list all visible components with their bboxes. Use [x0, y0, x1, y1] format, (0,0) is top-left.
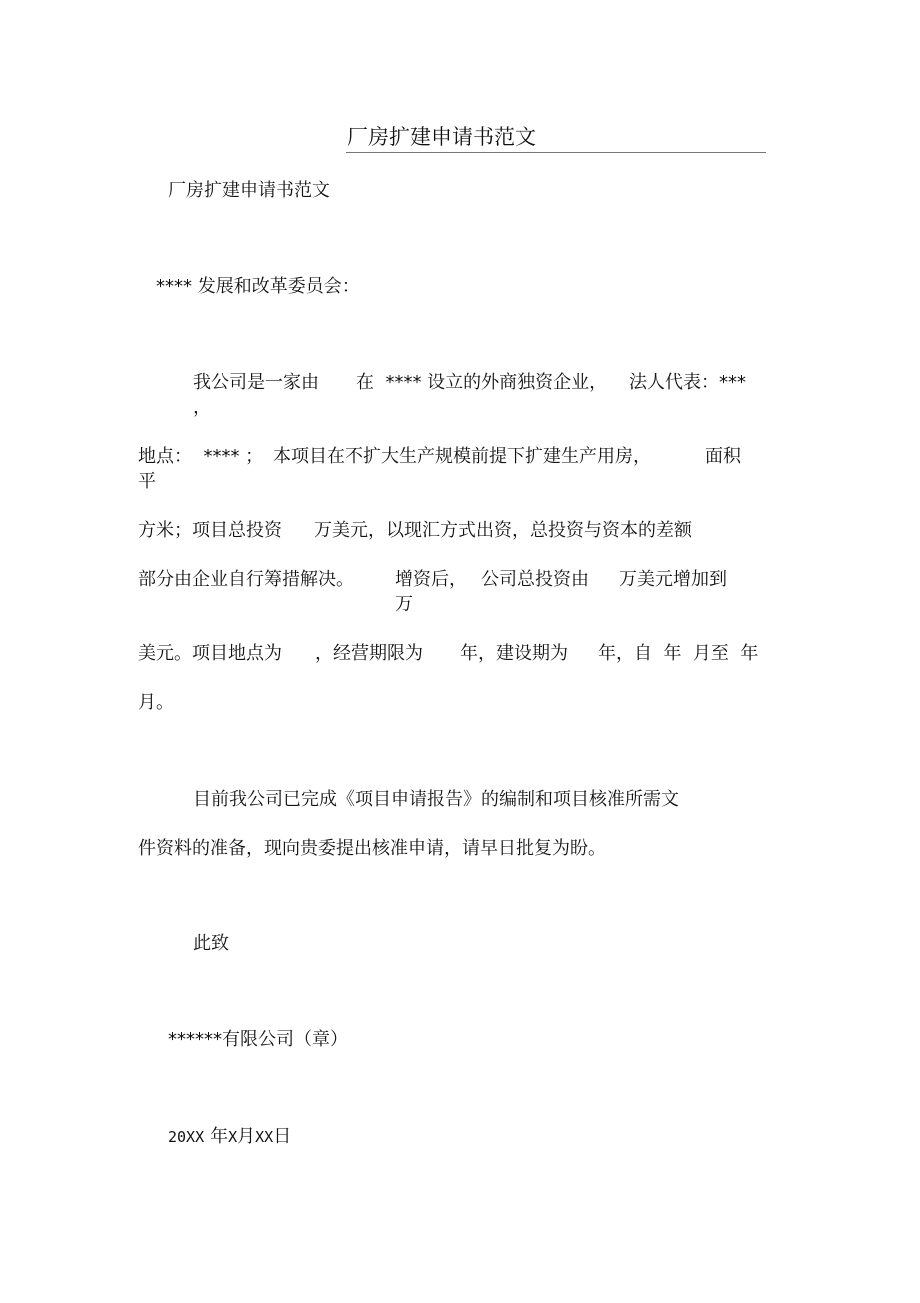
- para1-line5-d: 年，自 年 月至 年: [598, 643, 759, 664]
- para1-line2-tail: 平: [138, 471, 156, 492]
- title-underline: [346, 152, 766, 153]
- para1-line4-c: 公司总投资由: [481, 569, 589, 590]
- subtitle: 厂房扩建申请书范文: [168, 180, 330, 201]
- para1-line3-a: 方米；项目总投资: [138, 520, 282, 541]
- date-day-label: 日: [273, 1126, 292, 1147]
- closing: 此致: [193, 933, 229, 954]
- date-year: 20XX: [168, 1128, 205, 1146]
- para1-line5-c: 年，建设期为: [460, 643, 568, 664]
- signature-company: 有限公司（章）: [222, 1029, 348, 1050]
- para1-line1-c: 法人代表：***: [629, 372, 746, 393]
- date-month-label: 月: [237, 1126, 256, 1147]
- signature-stars: ******: [168, 1029, 222, 1050]
- para1-line6: 月。: [138, 692, 174, 713]
- date: [168, 1126, 291, 1148]
- date-month: X: [228, 1128, 238, 1146]
- para1-line4-a: 部分由企业自行筹措解决。: [138, 569, 354, 590]
- para1-line3-b: 万美元，以现汇方式出资，总投资与资本的差额: [314, 520, 692, 541]
- date-year-label: 年: [210, 1126, 229, 1147]
- para1-line5-a: 美元。项目地点为: [138, 643, 282, 664]
- para1-line2-c: 面积: [705, 446, 741, 467]
- para1-line2-a: 地点： **** ；: [138, 446, 264, 467]
- para1-line2-b: 本项目在不扩大生产规模前提下扩建生产用房，: [273, 446, 651, 467]
- para1-line4-d: 万美元增加到: [619, 569, 727, 590]
- para1-line5-b: ，经营期限为: [315, 643, 423, 664]
- para2-line2: 件资料的准备，现向贵委提出核准申请，请早日批复为盼。: [138, 838, 606, 859]
- para2-line1: 目前我公司已完成《项目申请报告》的编制和项目核准所需文: [193, 789, 679, 810]
- date-day: XX: [255, 1128, 274, 1146]
- para1-line1-b: 在 **** 设立的外商独资企业，: [356, 372, 608, 393]
- page-title: 厂房扩建申请书范文: [347, 125, 536, 149]
- para1-line4-tail: 万: [395, 594, 413, 615]
- para1-line1-tail: ，: [193, 397, 211, 418]
- para1-line1-a: 我公司是一家由: [193, 372, 319, 393]
- para1-line4-b: 增资后，: [395, 569, 467, 590]
- addressee: **** 发展和改革委员会：: [156, 276, 360, 297]
